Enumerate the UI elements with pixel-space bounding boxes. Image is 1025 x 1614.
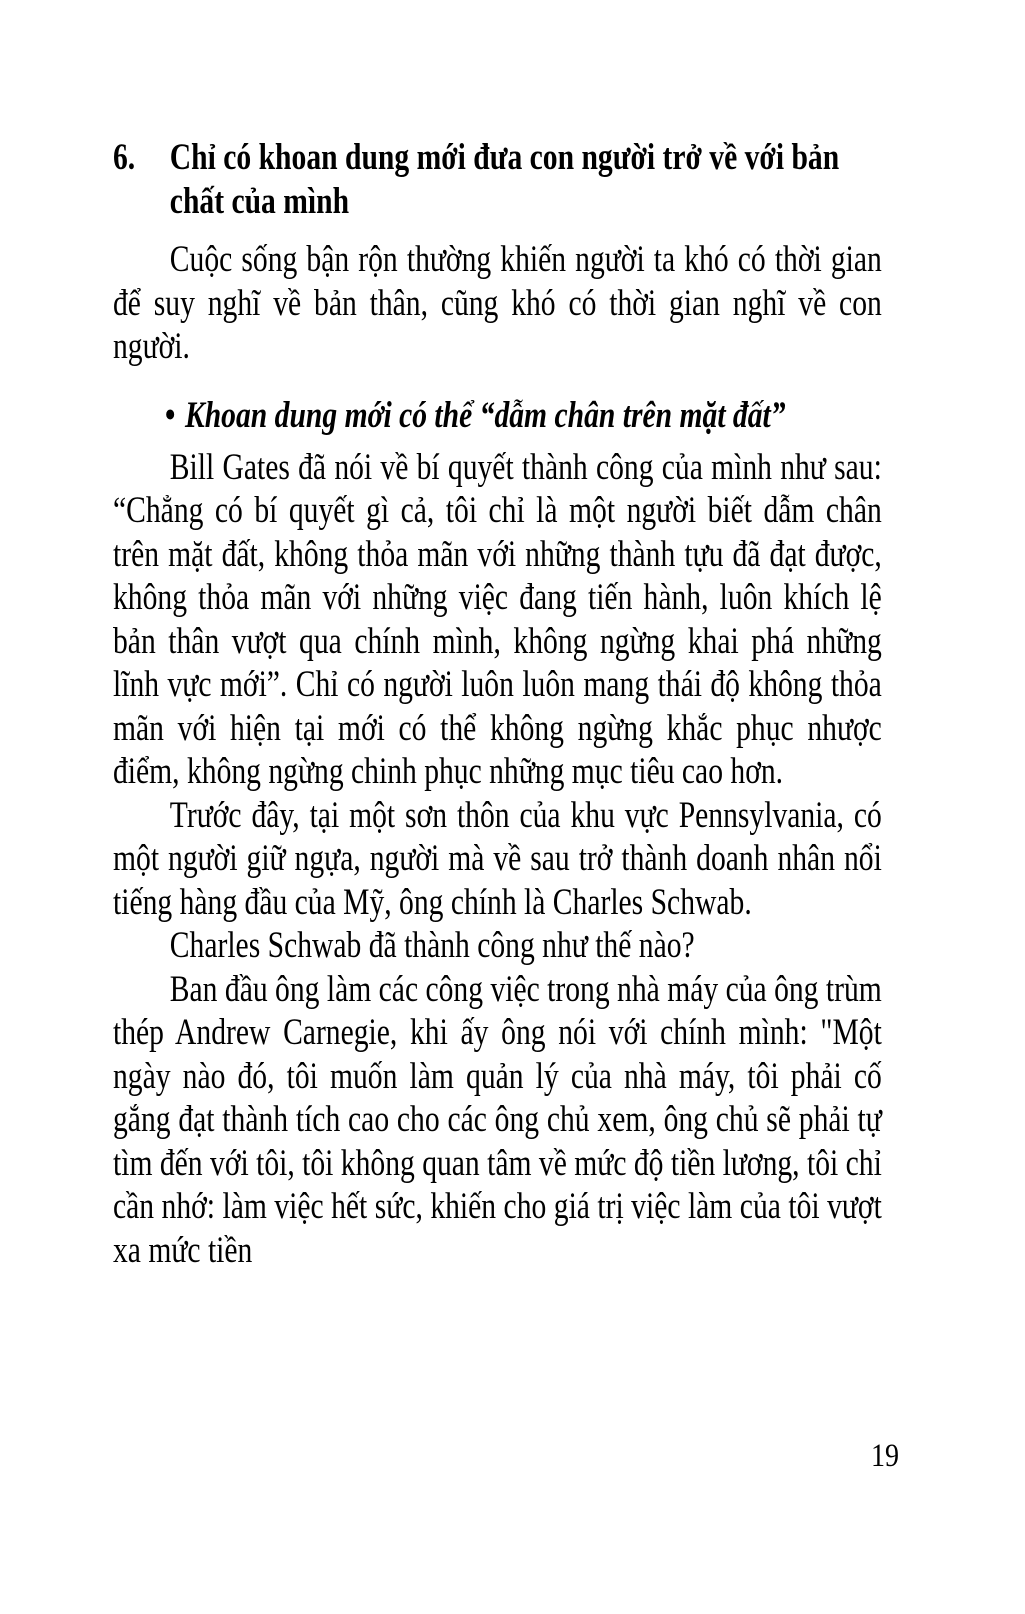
bullet-icon: •	[165, 394, 176, 436]
page-content	[113, 136, 882, 1272]
section-title: Chỉ có khoan dung mới đưa con người trở về với bản chất của mình	[169, 137, 840, 222]
paragraph-schwab-question: Charles Schwab đã thành công như thế nào?	[169, 925, 695, 966]
paragraph-pennsylvania: Trước đây, tại một sơn thôn của khu vực Pennsylvania, có một người giữ ngựa, người mà về sau trở thành doanh nhân nổi tiếng hàng đầu của Mỹ, ông chính là Charles Schwab.	[113, 794, 882, 923]
paragraph-carnegie: Ban đầu ông làm các công việc trong nhà máy của ông trùm thép Andrew Carnegie, khi ấy ông nói với chính mình: "Một ngày nào đó, tôi muốn làm quản lý của nhà máy, tôi phải cố gắng đạt thành tích cao cho các ông chủ xem, ông chủ sẽ phải tự tìm đến với tôi, tôi không quan tâm về mức độ tiền lương, tôi chỉ cần nhớ: làm việc hết sức, khiến cho giá trị việc làm của tôi vượt xa mức tiền	[113, 968, 882, 1271]
section-heading	[113, 136, 882, 224]
subsection-heading	[113, 394, 882, 438]
section-number: 6.	[113, 137, 136, 178]
subsection-title: Khoan dung mới có thể “dẫm chân trên mặt đất”	[184, 394, 786, 436]
page-number: 19	[871, 1438, 900, 1474]
paragraph-intro: Cuộc sống bận rộn thường khiến người ta khó có thời gian để suy nghĩ về bản thân, cũng khó có thời gian nghĩ về con người.	[113, 239, 882, 367]
paragraph-bill-gates: Bill Gates đã nói về bí quyết thành công của mình như sau: “Chẳng có bí quyết gì cả, tôi chỉ là một người biết dẫm chân trên mặt đất, không thỏa mãn với những thành tựu đã đạt được, không thỏa mãn với những việc đang tiến hành, luôn khích lệ bản thân vượt qua chính mình, không ngừng khai phá những lĩnh vực mới”. Chỉ có người luôn luôn mang thái độ không thỏa mãn với hiện tại mới có thể không ngừng khắc phục nhược điểm, không ngừng chinh phục những mục tiêu cao hơn.	[113, 446, 882, 792]
